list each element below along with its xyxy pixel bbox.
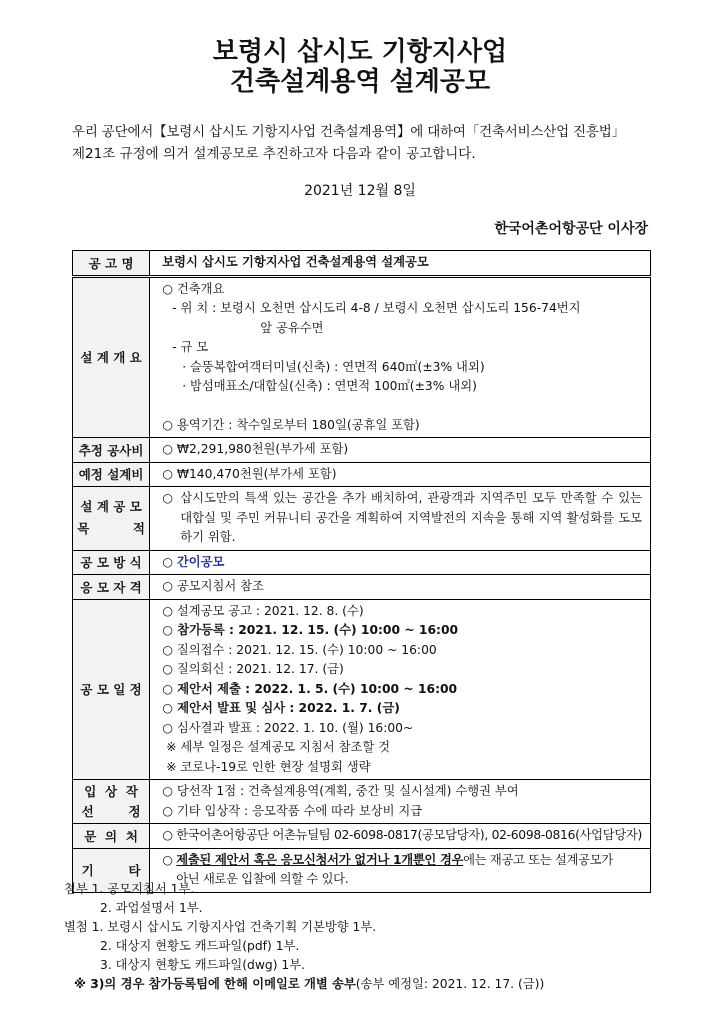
intro-line1: 우리 공단에서【보령시 삽시도 기항지사업 건축설계용역】에 대하여「건축서비스산업 진흥법」 <box>72 124 625 140</box>
overview-line: - 규 모 <box>172 340 209 354</box>
prize-line: ○ 기타 입상작 : 응모작품 수에 따라 보상비 지급 <box>162 803 423 818</box>
prize-value <box>150 780 651 824</box>
attachment-note <box>64 975 544 994</box>
qualification-value: ○ 공모지침서 참조 <box>150 575 651 600</box>
method-text: 간이공모 <box>176 554 225 569</box>
attachment-note-bold: ※ 3)의 경우 참가등록팀에 한해 이메일로 개별 송부 <box>74 977 356 991</box>
schedule-item: ○ 심사결과 발표 : 2022. 1. 10. (월) 16:00~ <box>162 720 414 735</box>
schedule-value <box>150 599 651 780</box>
overview-line: ○ 건축개요 <box>162 281 225 296</box>
page-title-line1: 보령시 삽시도 기항지사업 <box>212 37 508 67</box>
overview-line: - 위 치 : 보령시 오천면 삽시도리 4-8 / 보령시 오천면 삽시도리 156-74번지 <box>172 301 581 315</box>
etc-label: 기 타 <box>73 848 150 892</box>
overview-line: · 밤섬매표소/대합실(신축) : 연면적 100㎡(±3% 내외) <box>182 379 477 393</box>
announcement-date: 2021년 12월 8일 <box>304 183 416 199</box>
attachment-item: 별첨 1. 보령시 삽시도 기항지사업 건축기획 기본방향 1부. <box>64 920 377 934</box>
name-value: 보령시 삽시도 기항지사업 건축설계용역 설계공모 <box>150 251 651 277</box>
attachment-item: 2. 과업설명서 1부. <box>100 901 203 915</box>
etc-underlined: 제출된 제안서 혹은 응모신청서가 없거나 1개뿐인 경우 <box>176 852 464 867</box>
prize-line: ○ 당선작 1점 : 건축설계용역(계획, 중간 및 실시설계) 수행권 부여 <box>162 784 519 798</box>
schedule-item: ○ 질의회신 : 2021. 12. 17. (금) <box>162 662 344 676</box>
overview-label: 설 계 개 요 <box>73 276 150 438</box>
name-label: 공 고 명 <box>73 251 150 277</box>
purpose-label-line2: 목 적 <box>77 521 145 537</box>
schedule-note: ※ 세부 일정은 설계공모 지침서 참조할 것 <box>166 740 391 754</box>
intro-line2: 제21조 규정에 의거 설계공모로 추진하고자 다음과 같이 공고합니다. <box>72 146 476 162</box>
design-cost-label: 예정 설계비 <box>73 462 150 487</box>
schedule-item: ○ 질의접수 : 2021. 12. 15. (수) 10:00 ~ 16:00 <box>162 642 437 657</box>
announcement-table <box>72 250 651 893</box>
purpose-label-line1: 설 계 공 모 <box>80 499 142 515</box>
etc-rest: 에는 재공고 또는 설계공모가 <box>463 852 613 867</box>
page-title-line2: 건축설계용역 설계공모 <box>229 67 491 97</box>
etc-line2: 아닌 새로운 입찰에 의할 수 있다. <box>176 872 349 886</box>
purpose-bullet: ○ <box>162 491 173 505</box>
etc-bullet: ○ <box>162 852 173 867</box>
construction-cost-label: 추정 공사비 <box>73 438 150 463</box>
method-value <box>150 550 651 575</box>
purpose-text: 삽시도만의 특색 있는 공간을 추가 배치하여, 관광객과 지역주민 모두 만족할 수 있는 대합실 및 주민 커뮤니티 공간을 계획하여 지역발전의 지속을 통해 지역 활성화를 도모하기 위함. <box>180 491 642 544</box>
purpose-label <box>73 487 150 551</box>
overview-line: ○ 용역기간 : 착수일로부터 180일(공휴일 포함) <box>162 417 420 432</box>
schedule-note: ※ 코로나-19로 인한 현장 설명회 생략 <box>166 759 371 774</box>
construction-cost-value: ○ ₩2,291,980천원(부가세 포함) <box>150 438 651 463</box>
prize-label-line2: 선 정 <box>81 803 141 819</box>
prize-label <box>73 780 150 824</box>
method-bullet: ○ <box>162 554 177 569</box>
overview-line: · 슬뚱복합여객터미널(신축) : 연면적 640㎡(±3% 내외) <box>182 359 485 374</box>
contact-value: ○ 한국어촌어항공단 어촌뉴딜팀 02-6098-0817(공모담당자), 02-6098-0816(사업담당자) <box>150 824 651 849</box>
attachment-item: 2. 대상지 현황도 캐드파일(pdf) 1부. <box>100 939 300 953</box>
schedule-label: 공 모 일 정 <box>73 599 150 780</box>
attachment-item: 3. 대상지 현황도 캐드파일(dwg) 1부. <box>100 958 306 972</box>
schedule-item: ○ 제안서 제출 : 2022. 1. 5. (수) 10:00 ~ 16:00 <box>162 681 458 696</box>
issuer: 한국어촌어항공단 이사장 <box>494 221 648 237</box>
schedule-item: ○ 제안서 발표 및 심사 : 2022. 1. 7. (금) <box>162 701 400 715</box>
qualification-label: 응 모 자 격 <box>73 575 150 600</box>
prize-label-line1: 입 상 작 <box>84 783 138 799</box>
method-label: 공 모 방 식 <box>73 550 150 575</box>
design-cost-value: ○ ₩140,470천원(부가세 포함) <box>150 462 651 487</box>
attachment-note-rest: (송부 예정일: 2021. 12. 17. (금)) <box>355 977 545 991</box>
attachment-item: 첨부 1. 공모지침서 1부. <box>64 882 195 896</box>
overview-value <box>150 276 651 438</box>
schedule-item: ○ 설계공모 공고 : 2021. 12. 8. (수) <box>162 603 364 618</box>
contact-label: 문 의 처 <box>73 824 150 849</box>
schedule-item: ○ 참가등록 : 2021. 12. 15. (수) 10:00 ~ 16:00 <box>162 623 459 637</box>
purpose-value <box>150 487 651 551</box>
attachments <box>64 880 544 994</box>
overview-line: 앞 공유수면 <box>260 320 324 335</box>
